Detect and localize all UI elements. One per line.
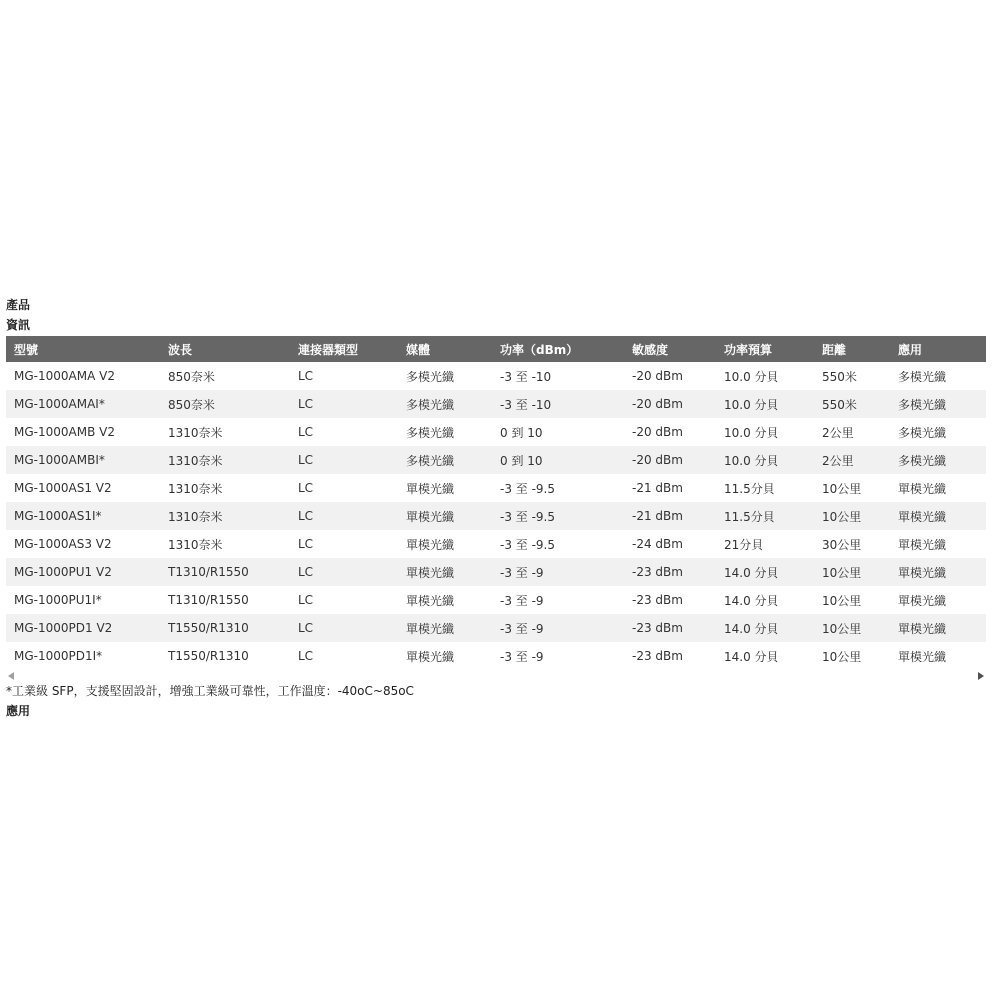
- table-cell: 30公里: [814, 530, 890, 558]
- table-cell: -23 dBm: [624, 642, 716, 670]
- table-row: [6, 558, 986, 586]
- table-cell: 多模光纖: [890, 390, 986, 418]
- table-cell: 14.0 分貝: [716, 558, 814, 586]
- table-cell: 單模光纖: [890, 502, 986, 530]
- table-cell: LC: [290, 446, 398, 474]
- table-cell: -21 dBm: [624, 474, 716, 502]
- table-cell: T1310/R1550: [160, 586, 290, 614]
- table-cell: 單模光纖: [398, 558, 492, 586]
- chevron-left-icon[interactable]: [8, 672, 14, 680]
- table-cell: -23 dBm: [624, 614, 716, 642]
- table-cell: LC: [290, 530, 398, 558]
- table-cell: 多模光纖: [890, 418, 986, 446]
- column-header: 敏感度: [624, 336, 716, 362]
- table-row: [6, 530, 986, 558]
- table-cell: LC: [290, 418, 398, 446]
- table-cell: -20 dBm: [624, 446, 716, 474]
- table-cell: 11.5分貝: [716, 502, 814, 530]
- table-cell: 單模光纖: [890, 642, 986, 670]
- table-row: [6, 502, 986, 530]
- table-cell: MG-1000AMAI*: [6, 390, 160, 418]
- table-cell: 2公里: [814, 446, 890, 474]
- table-cell: 21分貝: [716, 530, 814, 558]
- table-row: [6, 474, 986, 502]
- column-header: 功率預算: [716, 336, 814, 362]
- table-cell: 單模光纖: [890, 530, 986, 558]
- table-cell: LC: [290, 586, 398, 614]
- column-header: 連接器類型: [290, 336, 398, 362]
- table-cell: 10.0 分貝: [716, 390, 814, 418]
- table-cell: 10公里: [814, 474, 890, 502]
- table-cell: LC: [290, 390, 398, 418]
- table-cell: 單模光纖: [890, 614, 986, 642]
- table-row: [6, 418, 986, 446]
- table-cell: 10.0 分貝: [716, 418, 814, 446]
- table-cell: 1310奈米: [160, 502, 290, 530]
- table-cell: T1310/R1550: [160, 558, 290, 586]
- table-cell: T1550/R1310: [160, 642, 290, 670]
- table-cell: MG-1000PU1I*: [6, 586, 160, 614]
- column-header: 波長: [160, 336, 290, 362]
- table-cell: 單模光纖: [398, 502, 492, 530]
- table-cell: 單模光纖: [398, 642, 492, 670]
- table-cell: MG-1000PU1 V2: [6, 558, 160, 586]
- table-row: [6, 446, 986, 474]
- column-header: 型號: [6, 336, 160, 362]
- table-cell: -3 至 -9.5: [492, 474, 624, 502]
- table-cell: LC: [290, 502, 398, 530]
- applications-title: 應用: [6, 704, 31, 718]
- table-cell: MG-1000PD1 V2: [6, 614, 160, 642]
- table-cell: -3 至 -9: [492, 642, 624, 670]
- table-cell: 1310奈米: [160, 446, 290, 474]
- table-cell: 850奈米: [160, 390, 290, 418]
- table-cell: 850奈米: [160, 362, 290, 390]
- table-cell: 0 到 10: [492, 446, 624, 474]
- table-cell: 單模光纖: [398, 530, 492, 558]
- spec-table-scroll-container[interactable]: [6, 336, 986, 670]
- table-cell: 11.5分貝: [716, 474, 814, 502]
- table-cell: 14.0 分貝: [716, 642, 814, 670]
- table-cell: 14.0 分貝: [716, 614, 814, 642]
- table-cell: 單模光纖: [890, 558, 986, 586]
- table-cell: 550米: [814, 362, 890, 390]
- table-cell: 2公里: [814, 418, 890, 446]
- table-cell: -24 dBm: [624, 530, 716, 558]
- table-row: [6, 362, 986, 390]
- chevron-right-icon[interactable]: [978, 672, 984, 680]
- table-cell: 10.0 分貝: [716, 446, 814, 474]
- table-cell: -3 至 -9: [492, 614, 624, 642]
- table-cell: 多模光纖: [890, 446, 986, 474]
- table-cell: LC: [290, 362, 398, 390]
- table-cell: 多模光纖: [890, 362, 986, 390]
- table-cell: T1550/R1310: [160, 614, 290, 642]
- table-row: [6, 586, 986, 614]
- table-row: [6, 390, 986, 418]
- table-cell: 1310奈米: [160, 530, 290, 558]
- table-cell: 10公里: [814, 642, 890, 670]
- table-cell: -20 dBm: [624, 390, 716, 418]
- column-header: 距離: [814, 336, 890, 362]
- table-cell: -3 至 -9.5: [492, 530, 624, 558]
- table-cell: MG-1000AMB V2: [6, 418, 160, 446]
- table-cell: 單模光纖: [398, 614, 492, 642]
- table-cell: 單模光纖: [398, 474, 492, 502]
- spec-table: [6, 336, 986, 670]
- table-cell: 10公里: [814, 614, 890, 642]
- table-cell: 14.0 分貝: [716, 586, 814, 614]
- table-cell: 10公里: [814, 502, 890, 530]
- table-cell: LC: [290, 642, 398, 670]
- table-cell: MG-1000AS3 V2: [6, 530, 160, 558]
- table-cell: -3 至 -10: [492, 362, 624, 390]
- table-cell: LC: [290, 558, 398, 586]
- table-cell: MG-1000AS1I*: [6, 502, 160, 530]
- table-cell: -3 至 -9: [492, 558, 624, 586]
- table-cell: -20 dBm: [624, 362, 716, 390]
- column-header: 功率（dBm）: [492, 336, 624, 362]
- table-cell: 1310奈米: [160, 418, 290, 446]
- spec-table-body: [6, 362, 986, 670]
- table-cell: MG-1000AS1 V2: [6, 474, 160, 502]
- product-info-section: [6, 295, 988, 722]
- table-cell: 單模光纖: [398, 586, 492, 614]
- horizontal-scrollbar[interactable]: [6, 670, 986, 682]
- table-cell: -3 至 -9.5: [492, 502, 624, 530]
- table-cell: 單模光纖: [890, 586, 986, 614]
- table-cell: 多模光纖: [398, 390, 492, 418]
- table-cell: -20 dBm: [624, 418, 716, 446]
- table-cell: 550米: [814, 390, 890, 418]
- industrial-footnote: *工業級 SFP，支援堅固設計，增強工業級可靠性，工作溫度：-40oC~85oC: [6, 684, 414, 698]
- table-row: [6, 614, 986, 642]
- column-header: 應用: [890, 336, 986, 362]
- header-row: [6, 336, 986, 362]
- table-cell: 多模光纖: [398, 418, 492, 446]
- table-cell: 多模光纖: [398, 362, 492, 390]
- table-cell: 10.0 分貝: [716, 362, 814, 390]
- table-cell: LC: [290, 614, 398, 642]
- column-header: 媒體: [398, 336, 492, 362]
- table-cell: MG-1000AMA V2: [6, 362, 160, 390]
- table-cell: 多模光纖: [398, 446, 492, 474]
- table-cell: -3 至 -9: [492, 586, 624, 614]
- table-cell: -3 至 -10: [492, 390, 624, 418]
- table-cell: 1310奈米: [160, 474, 290, 502]
- table-cell: -21 dBm: [624, 502, 716, 530]
- table-cell: 單模光纖: [890, 474, 986, 502]
- table-cell: 10公里: [814, 558, 890, 586]
- table-row: [6, 642, 986, 670]
- spec-table-header: [6, 336, 986, 362]
- section-title-line1: 產品: [6, 298, 31, 312]
- table-cell: -23 dBm: [624, 558, 716, 586]
- table-cell: MG-1000PD1I*: [6, 642, 160, 670]
- table-cell: MG-1000AMBI*: [6, 446, 160, 474]
- section-title-line2: 資訊: [6, 318, 31, 332]
- table-cell: 10公里: [814, 586, 890, 614]
- table-cell: -23 dBm: [624, 586, 716, 614]
- table-cell: 0 到 10: [492, 418, 624, 446]
- table-cell: LC: [290, 474, 398, 502]
